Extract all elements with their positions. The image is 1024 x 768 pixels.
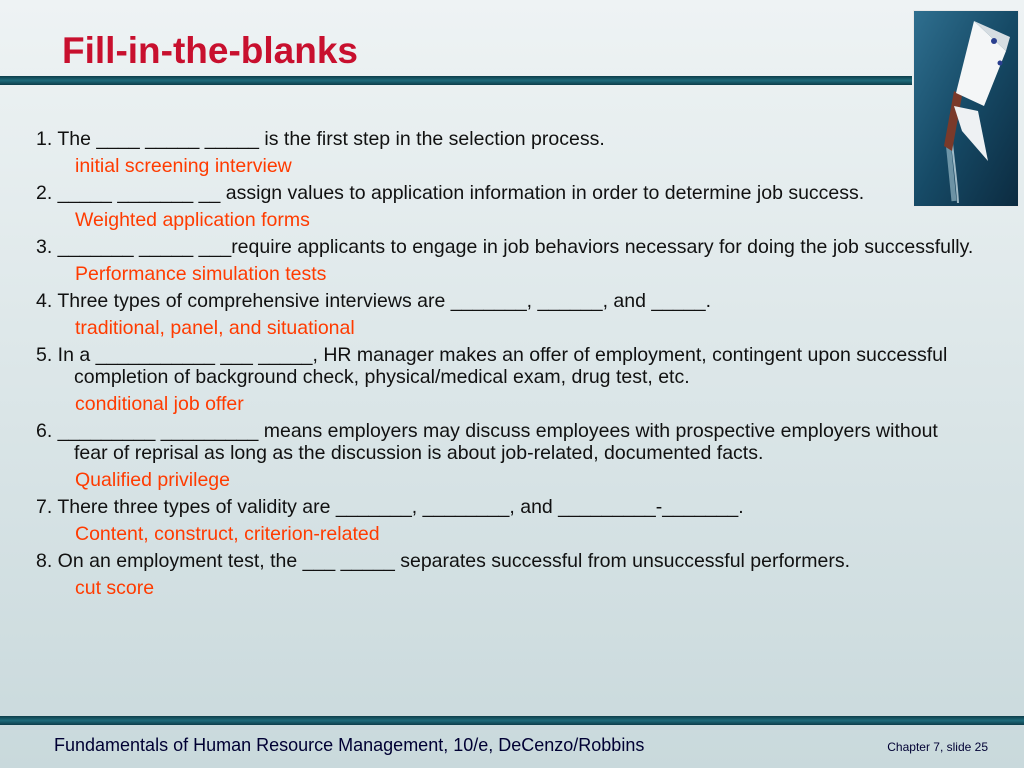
question-5: 5. In a ___________ ___ _____, HR manager makes an offer of employment, contingent upon successful completion of background check, physical/medical exam, drug test, etc.: [36, 344, 948, 388]
bottom-divider-bar: [0, 716, 1024, 725]
answer-3: Performance simulation tests: [75, 263, 327, 285]
question-2: 2. _____ _______ __ assign values to application information in order to determine job success.: [36, 182, 865, 204]
answer-1: initial screening interview: [75, 155, 292, 177]
question-8: 8. On an employment test, the ___ _____ separates successful from unsuccessful performers.: [36, 550, 850, 572]
answer-2: Weighted application forms: [75, 209, 310, 231]
question-7: 7. There three types of validity are _______, ________, and _________-_______.: [36, 496, 744, 518]
answer-8: cut score: [75, 577, 155, 599]
top-divider-bar: [0, 76, 912, 85]
footer-book-title: Fundamentals of Human Resource Management, 10/e, DeCenzo/Robbins: [54, 735, 645, 755]
question-1: 1. The ____ _____ _____ is the first step in the selection process.: [36, 128, 605, 150]
question-4: 4. Three types of comprehensive interviews are _______, ______, and _____.: [36, 290, 712, 312]
question-list: [36, 128, 976, 604]
answer-5: conditional job offer: [75, 393, 244, 415]
slide-title: Fill-in-the-blanks: [62, 30, 358, 71]
answer-6: Qualified privilege: [75, 469, 231, 491]
footer-slide-number: Chapter 7, slide 25: [887, 740, 988, 754]
question-3: 3. _______ _____ ___require applicants to engage in job behaviors necessary for doing the job successfully.: [36, 236, 974, 258]
question-6: 6. _________ _________ means employers may discuss employees with prospective employers without fear of reprisal as long as the discussion is about job-related, documented facts.: [36, 420, 938, 464]
answer-4: traditional, panel, and situational: [75, 317, 355, 339]
answer-7: Content, construct, criterion-related: [75, 523, 380, 545]
